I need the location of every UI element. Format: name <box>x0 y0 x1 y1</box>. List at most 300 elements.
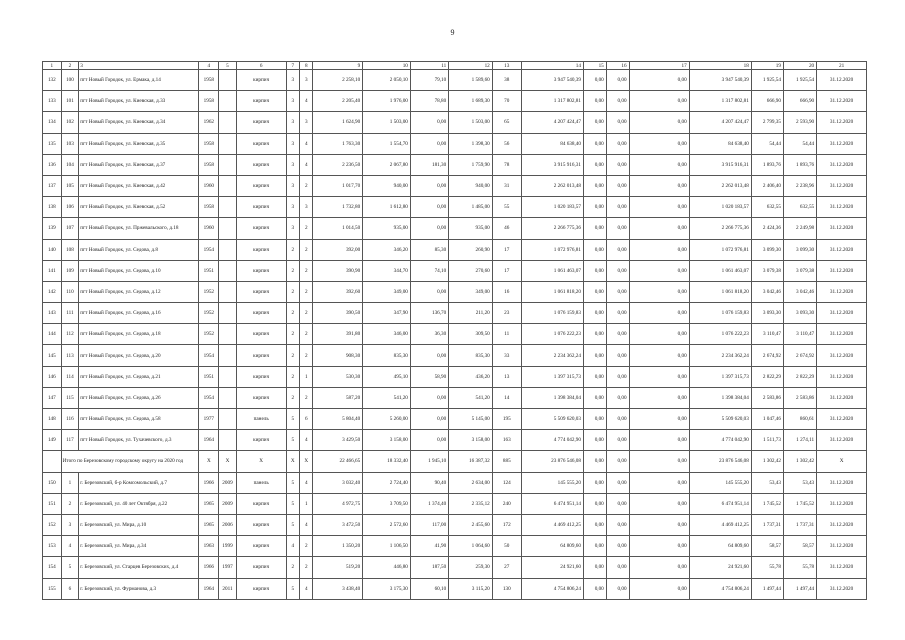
table-cell: 64 809,60 <box>689 536 751 557</box>
table-cell: 60,10 <box>410 578 448 599</box>
table-cell: кирпич <box>236 260 286 281</box>
table-cell: 1 497,44 <box>783 578 816 599</box>
table-row <box>43 536 867 557</box>
table-cell: кирпич <box>236 536 286 557</box>
table-cell: 6 474 951,14 <box>689 493 751 514</box>
table-cell: 0,00 <box>583 91 606 112</box>
table-cell: 0,00 <box>606 175 629 196</box>
table-cell: 17 <box>492 260 521 281</box>
table-cell: 908,30 <box>313 345 363 366</box>
table-cell: 1 503,00 <box>449 112 493 133</box>
table-cell <box>219 324 237 345</box>
table-cell: 31.12.2020 <box>817 366 867 387</box>
table-cell: 0,00 <box>606 451 629 472</box>
table-cell: 1965 <box>199 493 219 514</box>
table-cell: 17 <box>629 62 689 70</box>
table-cell: 1 <box>300 366 313 387</box>
table-cell: 155 <box>43 578 62 599</box>
table-cell: 5 <box>286 430 299 451</box>
table-cell: 5 <box>286 409 299 430</box>
table-cell: 0,00 <box>606 366 629 387</box>
table-cell: 1 612,80 <box>363 197 411 218</box>
table-cell: 2 <box>300 218 313 239</box>
table-cell: пгт Новый Городок, ул. Тухачевского, д.3 <box>79 430 199 451</box>
table-cell: 1 511,73 <box>751 430 783 451</box>
table-cell: 134 <box>43 112 62 133</box>
table-cell: 0,00 <box>629 472 689 493</box>
table-cell: 1965 <box>199 514 219 535</box>
table-cell: 124 <box>492 472 521 493</box>
table-row <box>43 387 867 408</box>
table-cell: 4 <box>300 578 313 599</box>
table-cell: пгт Новый Городок, ул. Седова, д.20 <box>79 345 199 366</box>
table-cell: 6 <box>236 62 286 70</box>
table-row <box>43 345 867 366</box>
table-cell: 1 302,42 <box>783 451 816 472</box>
table-cell: 1 350,20 <box>313 536 363 557</box>
table-cell: 1 398 384,04 <box>689 387 751 408</box>
table-cell: 3 099,30 <box>783 239 816 260</box>
table-cell <box>219 154 237 175</box>
table-cell: 3 079,38 <box>751 260 783 281</box>
table-cell: 4 <box>286 536 299 557</box>
table-cell: 16 387,32 <box>449 451 493 472</box>
table-cell: 1 014,50 <box>313 218 363 239</box>
table-cell: 24 921,60 <box>521 557 583 578</box>
housing-register-table <box>42 61 867 600</box>
table-cell: 5 <box>286 578 299 599</box>
table-cell: 137 <box>43 175 62 196</box>
table-cell: 0,00 <box>410 430 448 451</box>
table-cell: 392,60 <box>313 281 363 302</box>
table-cell: 54,44 <box>751 133 783 154</box>
table-cell: 541,20 <box>449 387 493 408</box>
table-cell: 1 745,52 <box>751 493 783 514</box>
table-cell: 31 <box>492 175 521 196</box>
table-cell: 17 <box>492 239 521 260</box>
table-cell: 4 754 806,24 <box>521 578 583 599</box>
table-row <box>43 366 867 387</box>
table-cell: 0,00 <box>629 281 689 302</box>
table-cell: кирпич <box>236 239 286 260</box>
table-cell: 2 <box>286 557 299 578</box>
table-cell: 2 455,60 <box>449 514 493 535</box>
table-cell: 0,00 <box>583 409 606 430</box>
table-cell: 2 634,00 <box>449 472 493 493</box>
table-cell: 5 509 620,03 <box>521 409 583 430</box>
table-cell: 31.12.2020 <box>817 281 867 302</box>
table-cell: 9 <box>313 62 363 70</box>
table-cell: 0,00 <box>583 175 606 196</box>
table-cell: 309,50 <box>449 324 493 345</box>
table-cell: 1951 <box>199 366 219 387</box>
table-cell: 31.12.2020 <box>817 536 867 557</box>
table-cell: 1 061 463,07 <box>689 260 751 281</box>
table-row <box>43 133 867 154</box>
table-cell: кирпич <box>236 578 286 599</box>
table-cell: 0,00 <box>606 578 629 599</box>
table-cell: 0,00 <box>583 366 606 387</box>
table-row <box>43 493 867 514</box>
table-cell: 2 583,86 <box>751 387 783 408</box>
table-cell: 31.12.2020 <box>817 557 867 578</box>
table-cell: 0,00 <box>583 557 606 578</box>
table-cell: 1 624,90 <box>313 112 363 133</box>
table-cell: 0,00 <box>606 493 629 514</box>
table-cell: 141 <box>43 260 62 281</box>
table-cell: 38 <box>492 70 521 91</box>
table-cell: кирпич <box>236 133 286 154</box>
table-cell: 117 <box>61 430 79 451</box>
table-cell: 2 <box>286 260 299 281</box>
table-cell: кирпич <box>236 387 286 408</box>
table-cell: 2 572,60 <box>363 514 411 535</box>
table-cell: 135 <box>43 133 62 154</box>
table-cell: кирпич <box>236 112 286 133</box>
table-row <box>43 514 867 535</box>
table-cell: 149 <box>43 430 62 451</box>
table-cell: 0,00 <box>629 70 689 91</box>
table-cell: 33 <box>492 345 521 366</box>
table-cell: 4 469 412,25 <box>521 514 583 535</box>
table-cell: 1 076 159,83 <box>521 303 583 324</box>
table-cell: 3 <box>286 218 299 239</box>
table-cell: 0,00 <box>629 91 689 112</box>
table-cell: 14 <box>492 387 521 408</box>
table-cell: 1 017,70 <box>313 175 363 196</box>
table-cell: 110 <box>61 281 79 302</box>
table-cell: 390,50 <box>313 303 363 324</box>
table-cell: 3 115,20 <box>449 578 493 599</box>
table-cell: 1963 <box>199 536 219 557</box>
table-cell: 0,00 <box>583 303 606 324</box>
table-cell: г. Березовский, ул. Мира, д.10 <box>79 514 199 535</box>
table-cell: 2009 <box>219 493 237 514</box>
table-cell: 3 110,47 <box>751 324 783 345</box>
table-cell: 0,00 <box>606 218 629 239</box>
table-cell: 78,80 <box>410 91 448 112</box>
table-cell: 0,00 <box>629 366 689 387</box>
table-cell: 70 <box>492 91 521 112</box>
table-cell <box>219 345 237 366</box>
table-cell: 3 079,38 <box>783 260 816 281</box>
table-cell: 346,20 <box>363 239 411 260</box>
table-cell: 31.12.2020 <box>817 430 867 451</box>
table-cell: 55 <box>492 197 521 218</box>
table-cell: 666,90 <box>783 91 816 112</box>
table-cell: 79,10 <box>410 70 448 91</box>
table-cell: 0,00 <box>606 345 629 366</box>
table-cell: кирпич <box>236 154 286 175</box>
table-cell: 0,00 <box>583 536 606 557</box>
table-cell: 2 583,86 <box>783 387 816 408</box>
table-cell: 31.12.2020 <box>817 112 867 133</box>
table-cell: 23 876 546,08 <box>689 451 751 472</box>
table-cell: 6 474 951,14 <box>521 493 583 514</box>
table-cell: 140 <box>43 239 62 260</box>
table-cell: г. Березовский, ул. Фурманова, д.3 <box>79 578 199 599</box>
table-cell: 5 145,00 <box>449 409 493 430</box>
table-cell: X <box>236 451 286 472</box>
table-row <box>43 281 867 302</box>
table-cell: 11 <box>492 324 521 345</box>
table-cell: 0,00 <box>583 493 606 514</box>
table-cell: 1 <box>300 493 313 514</box>
table-cell: кирпич <box>236 197 286 218</box>
table-cell: 4 774 042,90 <box>521 430 583 451</box>
table-cell: 1 398,30 <box>449 133 493 154</box>
table-cell: 1966 <box>199 472 219 493</box>
table-cell: 0,00 <box>629 578 689 599</box>
table-cell: 0,00 <box>410 281 448 302</box>
table-cell: 0,00 <box>583 281 606 302</box>
table-cell: 0,00 <box>583 324 606 345</box>
table-cell: 0,00 <box>583 578 606 599</box>
table-cell: пгт Новый Городок, ул. Киевская, д.33 <box>79 91 199 112</box>
table-cell: г. Березовский, б-р Комсомольский, д.7 <box>79 472 199 493</box>
table-cell: 1 106,50 <box>363 536 411 557</box>
table-cell: 2 <box>286 345 299 366</box>
table-cell: 0,00 <box>583 514 606 535</box>
table-cell: 4 <box>300 472 313 493</box>
table-cell: 1 076 222,23 <box>689 324 751 345</box>
table-cell: 31.12.2020 <box>817 70 867 91</box>
table-cell <box>219 409 237 430</box>
table-cell: 3 032,40 <box>313 472 363 493</box>
table-cell: 2 <box>300 260 313 281</box>
table-cell: 36,30 <box>410 324 448 345</box>
table-cell: 130 <box>492 578 521 599</box>
table-cell: 133 <box>43 91 62 112</box>
table-cell: 1 <box>43 62 62 70</box>
table-cell: 2006 <box>219 514 237 535</box>
table-cell: 23 <box>492 303 521 324</box>
table-cell: 0,00 <box>583 345 606 366</box>
table-cell: 0,00 <box>583 260 606 281</box>
table-cell: 1 745,52 <box>783 493 816 514</box>
table-cell: 111 <box>61 303 79 324</box>
table-cell: 58,57 <box>751 536 783 557</box>
table-cell: 142 <box>43 281 62 302</box>
table-cell: 2 266 775,36 <box>689 218 751 239</box>
table-cell: 2 <box>300 557 313 578</box>
table-cell: пгт Новый Городок, ул. Седова, д.8 <box>79 239 199 260</box>
table-cell: 1958 <box>199 197 219 218</box>
table-cell: 835,30 <box>363 345 411 366</box>
table-cell: 3 <box>286 154 299 175</box>
table-cell: 347,90 <box>363 303 411 324</box>
table-cell: 0,00 <box>606 197 629 218</box>
table-cell: 346,00 <box>363 324 411 345</box>
table-cell: 0,00 <box>606 557 629 578</box>
table-cell: 1 925,54 <box>751 70 783 91</box>
table-cell <box>219 112 237 133</box>
table-cell: 1 737,31 <box>783 514 816 535</box>
table-cell: 519,20 <box>313 557 363 578</box>
table-cell: 3 915 916,31 <box>689 154 751 175</box>
table-cell: 154 <box>43 557 62 578</box>
table-cell: 0,00 <box>410 112 448 133</box>
table-cell: 349,00 <box>449 281 493 302</box>
table-cell: 0,00 <box>629 154 689 175</box>
table-cell: 5 <box>286 514 299 535</box>
table-cell: 1 072 976,81 <box>521 239 583 260</box>
table-cell: 1 759,90 <box>449 154 493 175</box>
table-cell: 0,00 <box>629 557 689 578</box>
table-row <box>43 578 867 599</box>
table-cell: 3 429,50 <box>313 430 363 451</box>
table-cell: 1997 <box>219 557 237 578</box>
table-cell: 0,00 <box>606 91 629 112</box>
table-cell: 3 093,30 <box>751 303 783 324</box>
table-cell: 392,00 <box>313 239 363 260</box>
table-cell: 3 099,30 <box>751 239 783 260</box>
table-row <box>43 91 867 112</box>
table-cell: X <box>286 451 299 472</box>
table-cell: 0,00 <box>629 430 689 451</box>
table-cell: 65 <box>492 112 521 133</box>
table-cell: 2 262 013,48 <box>689 175 751 196</box>
table-cell: 3 947 540,39 <box>521 70 583 91</box>
table-cell: 0,00 <box>410 197 448 218</box>
table-cell: 3 158,00 <box>449 430 493 451</box>
table-cell <box>219 260 237 281</box>
table-cell: 0,00 <box>629 345 689 366</box>
table-cell: 0,00 <box>606 260 629 281</box>
table-cell: 1999 <box>219 536 237 557</box>
table-cell: 260,90 <box>449 239 493 260</box>
table-cell: 2 822,29 <box>751 366 783 387</box>
table-cell: 0,00 <box>583 239 606 260</box>
table-cell: 2 238,96 <box>783 175 816 196</box>
table-cell: 102 <box>61 112 79 133</box>
table-cell: 1 503,00 <box>363 112 411 133</box>
table-cell: 172 <box>492 514 521 535</box>
table-cell: 2 <box>300 303 313 324</box>
table-cell: 1 061 463,07 <box>521 260 583 281</box>
table-cell: 632,55 <box>783 197 816 218</box>
table-cell: 31.12.2020 <box>817 133 867 154</box>
table-cell: 5 260,00 <box>363 409 411 430</box>
table-cell: кирпич <box>236 345 286 366</box>
table-row <box>43 472 867 493</box>
table-cell: 2 266 775,36 <box>521 218 583 239</box>
table-cell: 31.12.2020 <box>817 239 867 260</box>
table-cell: 12 <box>449 62 493 70</box>
table-cell <box>219 133 237 154</box>
table-cell: 1 945,10 <box>410 451 448 472</box>
table-cell: X <box>817 451 867 472</box>
table-cell: 109 <box>61 260 79 281</box>
table-cell: кирпич <box>236 303 286 324</box>
table-cell: 31.12.2020 <box>817 578 867 599</box>
table-cell: 1 061 818,20 <box>689 281 751 302</box>
table-cell: 53,43 <box>783 472 816 493</box>
table-cell: X <box>300 451 313 472</box>
page-number: 9 <box>450 28 455 37</box>
table-cell: 0,00 <box>606 514 629 535</box>
table-cell: 835,30 <box>449 345 493 366</box>
table-cell: 3 110,47 <box>783 324 816 345</box>
table-cell <box>43 451 62 472</box>
table-cell <box>219 218 237 239</box>
table-cell: 0,00 <box>629 493 689 514</box>
table-cell: 0,00 <box>629 112 689 133</box>
table-cell: 2 262 013,48 <box>521 175 583 196</box>
table-cell: 13 <box>492 366 521 387</box>
table-cell: 2009 <box>219 472 237 493</box>
table-cell: 1951 <box>199 260 219 281</box>
table-cell: 2 <box>300 536 313 557</box>
table-cell: 0,00 <box>410 345 448 366</box>
table-cell: 344,70 <box>363 260 411 281</box>
table-cell: 2 <box>300 239 313 260</box>
table-cell: 0,00 <box>629 536 689 557</box>
table-cell: 1964 <box>199 578 219 599</box>
table-cell: 5 <box>286 472 299 493</box>
table-cell: 3 <box>61 514 79 535</box>
table-cell: 1 302,42 <box>751 451 783 472</box>
table-cell: 50 <box>492 536 521 557</box>
table-cell: 1958 <box>199 133 219 154</box>
table-cell: 3 <box>286 175 299 196</box>
table-cell: кирпич <box>236 514 286 535</box>
table-cell: 3 709,50 <box>363 493 411 514</box>
table-cell: 259,30 <box>449 557 493 578</box>
table-cell: 152 <box>43 514 62 535</box>
table-cell: 150 <box>43 472 62 493</box>
table-cell: 113 <box>61 345 79 366</box>
table-row <box>43 154 867 175</box>
table-cell: 31.12.2020 <box>817 472 867 493</box>
table-cell: кирпич <box>236 366 286 387</box>
table-cell: 1977 <box>199 409 219 430</box>
table-row <box>43 218 867 239</box>
table-row <box>43 557 867 578</box>
table-cell: 13 <box>492 62 521 70</box>
table-cell: 1958 <box>199 70 219 91</box>
table-cell: 1954 <box>199 239 219 260</box>
table-cell <box>219 175 237 196</box>
table-cell: 2 <box>286 387 299 408</box>
table-cell: 146 <box>43 366 62 387</box>
table-cell: 1 763,30 <box>313 133 363 154</box>
table-cell: 31.12.2020 <box>817 197 867 218</box>
table-cell: 55,78 <box>783 557 816 578</box>
table-cell: 666,90 <box>751 91 783 112</box>
table-cell: 1 076 222,23 <box>521 324 583 345</box>
table-cell: 0,00 <box>606 133 629 154</box>
table-cell: 270,60 <box>449 260 493 281</box>
table-cell: 495,10 <box>363 366 411 387</box>
table-cell: 587,20 <box>313 387 363 408</box>
table-cell: 117,00 <box>410 514 448 535</box>
table-cell: 4 <box>199 62 219 70</box>
table-cell: 31.12.2020 <box>817 493 867 514</box>
table-cell: 0,00 <box>410 133 448 154</box>
table-cell: 8 <box>300 62 313 70</box>
total-label: Итого по Березовскому городскому округу на 2020 год <box>61 451 199 472</box>
table-cell: 0,00 <box>583 197 606 218</box>
table-cell: 860,61 <box>783 409 816 430</box>
table-cell: 1 737,31 <box>751 514 783 535</box>
table-cell: 1954 <box>199 345 219 366</box>
table-cell: кирпич <box>236 175 286 196</box>
table-cell: 104 <box>61 154 79 175</box>
table-cell: г. Березовский, ул. Мира, д.34 <box>79 536 199 557</box>
table-cell: 46 <box>492 218 521 239</box>
table-cell: 1960 <box>199 218 219 239</box>
